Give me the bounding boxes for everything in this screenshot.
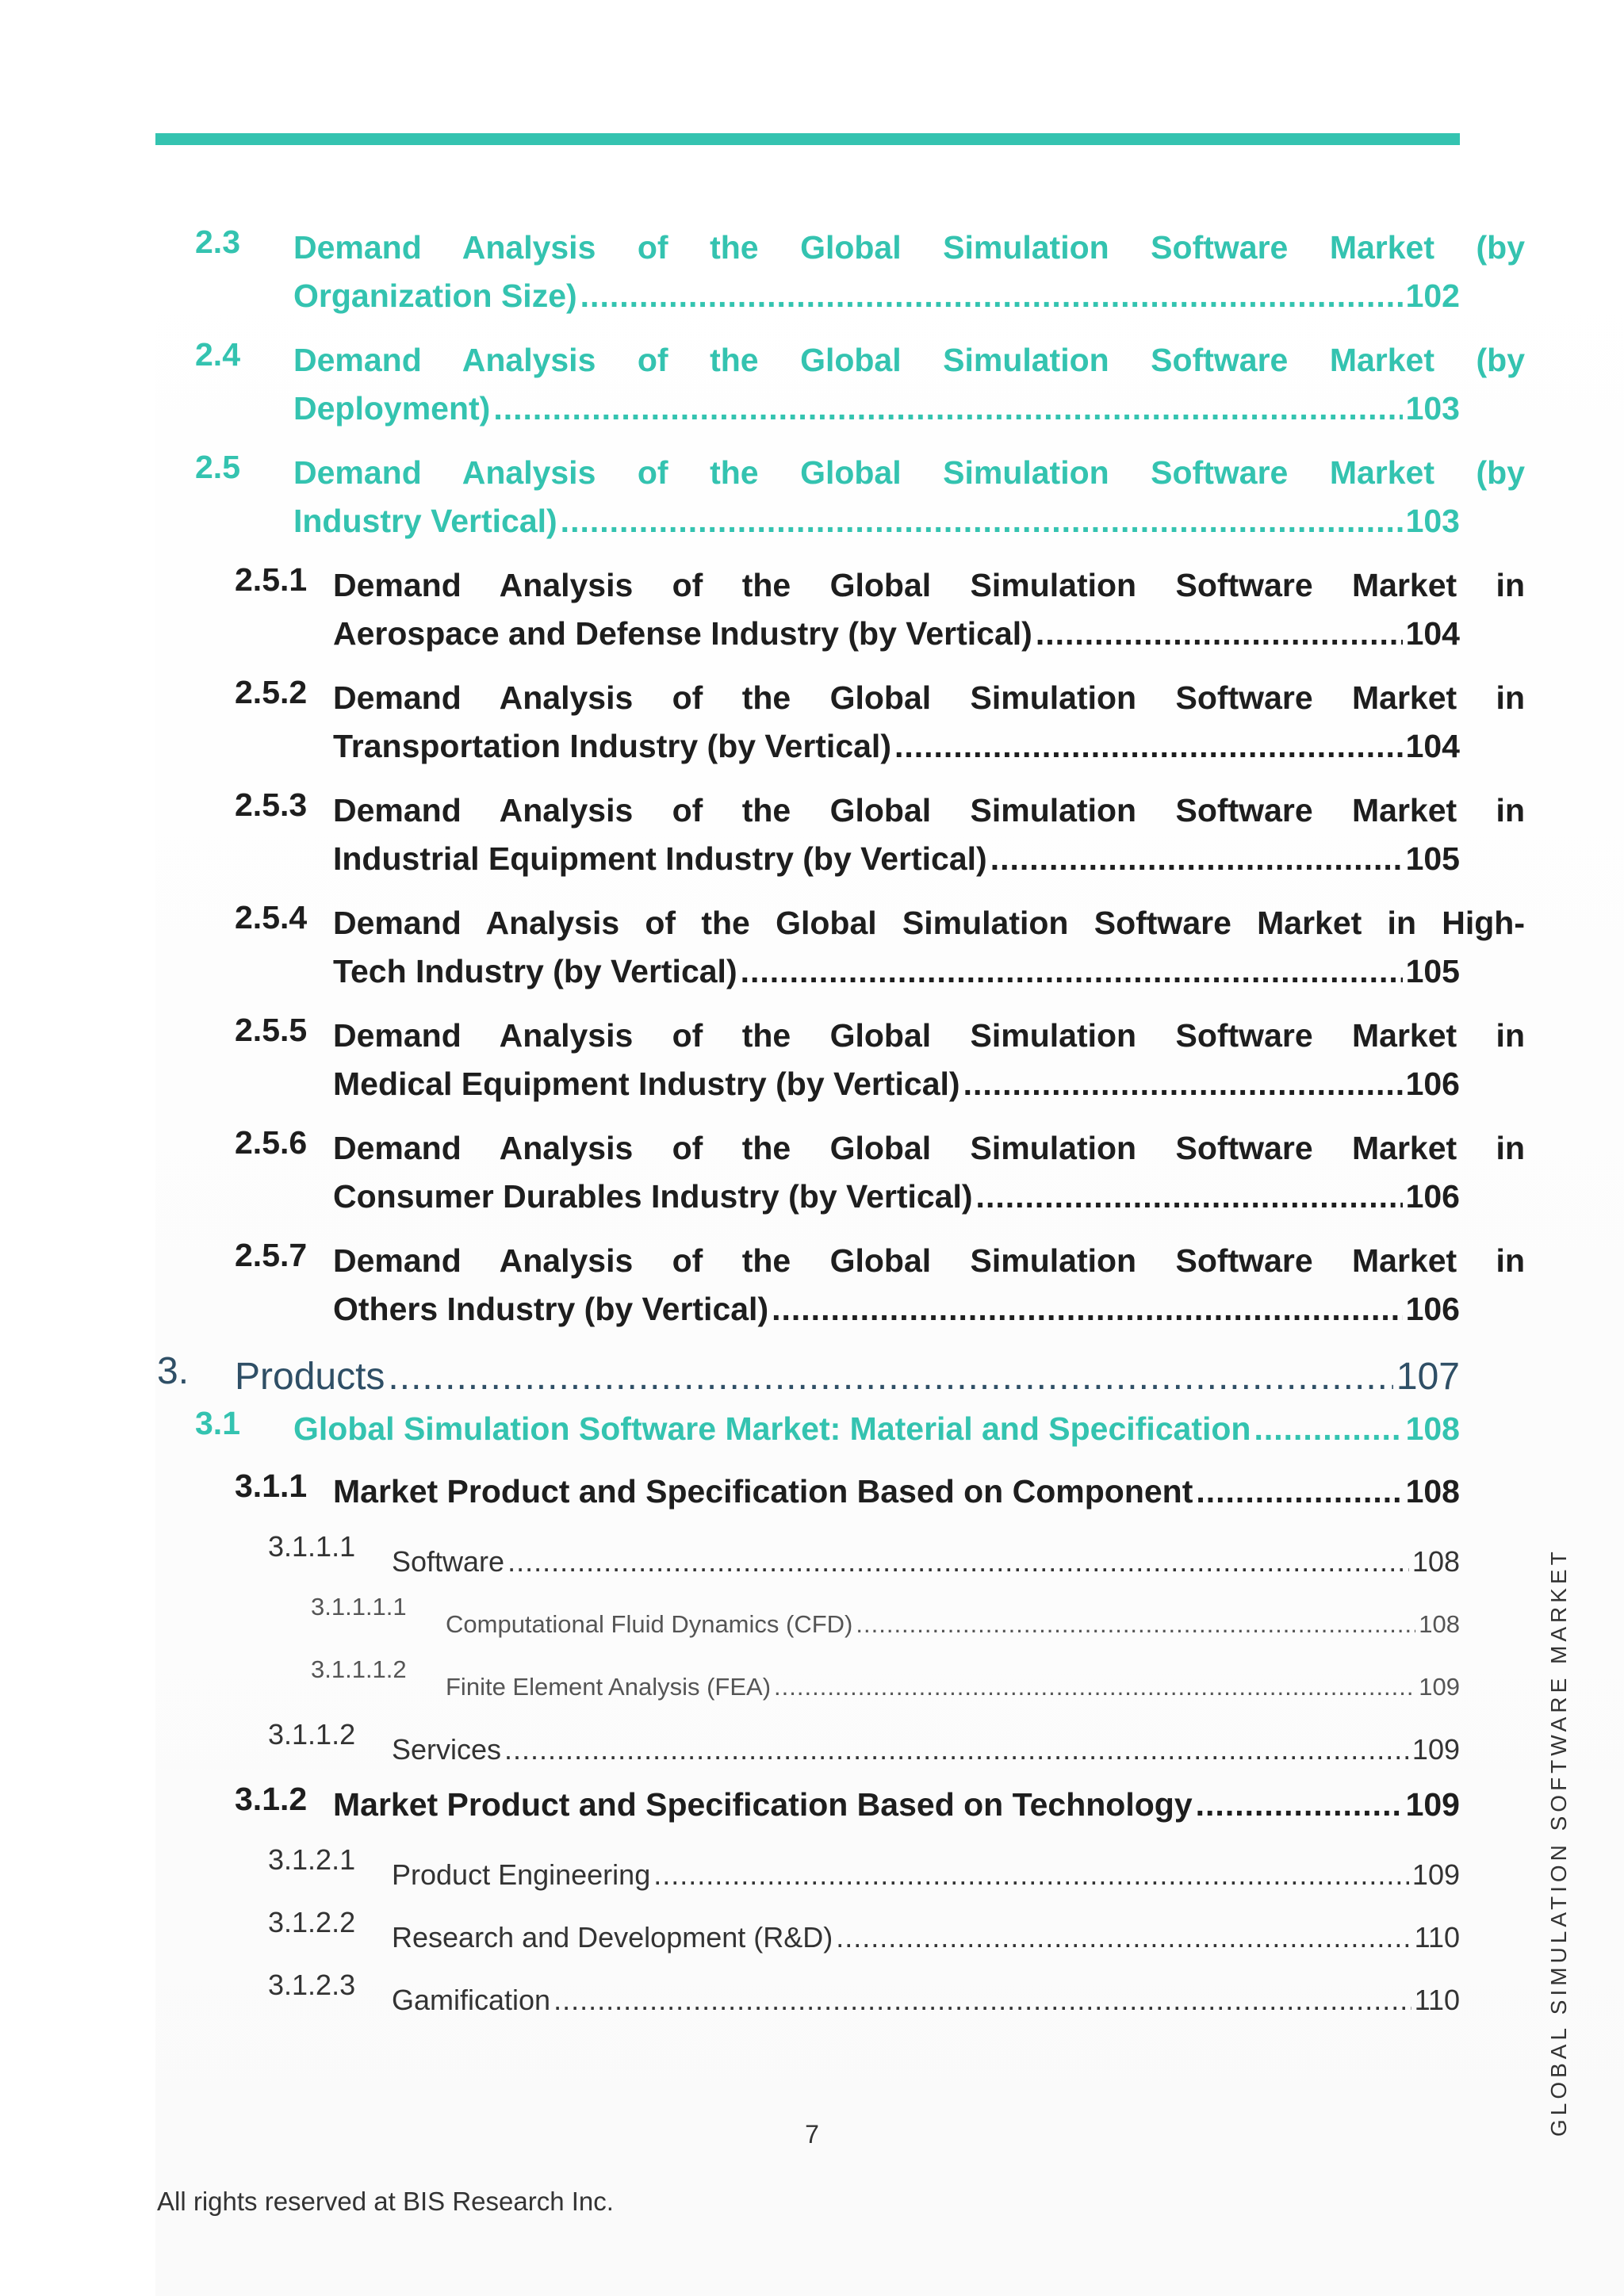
toc-entry-3-1-1-1-2[interactable] bbox=[155, 1655, 1460, 1718]
toc-entry-title: Market Product and Specification Based on Component bbox=[333, 1473, 1193, 1510]
toc-page-number: 109 bbox=[1411, 1858, 1460, 1891]
toc-entry-title: Software bbox=[392, 1545, 505, 1578]
toc-entry-3-1-1[interactable] bbox=[155, 1468, 1460, 1516]
toc-entry-number: 3.1.2.1 bbox=[268, 1843, 356, 1876]
toc-entry-number: 3.1.1.1.2 bbox=[311, 1655, 407, 1683]
toc-entry-title: Deployment) bbox=[293, 390, 491, 427]
toc-entry-title: Computational Fluid Dynamics (CFD) bbox=[446, 1610, 853, 1638]
dot-leader bbox=[836, 1906, 1411, 1969]
toc-entry-3-1-2[interactable] bbox=[155, 1781, 1460, 1829]
toc-page-number: 109 bbox=[1411, 1733, 1460, 1766]
toc-entry-2-5-3[interactable] bbox=[155, 786, 1525, 883]
toc-entry-title: Products bbox=[235, 1356, 385, 1398]
toc-entry-title-line: Demand Analysis of the Global Simulation Software Market in bbox=[333, 1242, 1525, 1279]
toc-entry-title-line: Demand Analysis of the Global Simulation Software Market (by bbox=[293, 229, 1525, 266]
toc-page-number: 109 bbox=[1419, 1673, 1460, 1701]
toc-entry-title: Industrial Equipment Industry (by Vertical) bbox=[333, 840, 987, 877]
dot-leader bbox=[990, 835, 1403, 883]
toc-page-number: 110 bbox=[1414, 1921, 1460, 1954]
toc-entry-3-1-2-1[interactable] bbox=[155, 1843, 1460, 1906]
toc-entry-title: Services bbox=[392, 1733, 502, 1766]
toc-entry-title-line: Demand Analysis of the Global Simulation Software Market in bbox=[333, 1017, 1525, 1054]
toc-entry-title-line: Demand Analysis of the Global Simulation Software Market in bbox=[333, 1130, 1525, 1166]
toc-page-number: 106 bbox=[1405, 1178, 1460, 1215]
dot-leader bbox=[774, 1655, 1415, 1718]
header-accent-bar bbox=[155, 133, 1460, 145]
toc-entry-number: 2.5 bbox=[195, 449, 240, 485]
toc-entry-title: Aerospace and Defense Industry (by Vertical) bbox=[333, 615, 1032, 652]
toc-page-number: 108 bbox=[1405, 1473, 1460, 1510]
toc-entry-title: Medical Equipment Industry (by Vertical) bbox=[333, 1066, 960, 1102]
toc-entry-2-4[interactable] bbox=[155, 336, 1525, 433]
dot-leader bbox=[1254, 1405, 1402, 1453]
dot-leader bbox=[772, 1285, 1402, 1334]
toc-page-number: 108 bbox=[1411, 1545, 1460, 1578]
toc-entry-number: 2.3 bbox=[195, 224, 240, 260]
toc-entry-title: Market Product and Specification Based on Technology bbox=[333, 1786, 1193, 1823]
dot-leader bbox=[1196, 1781, 1403, 1829]
toc-entry-title-line: Demand Analysis of the Global Simulation Software Market (by bbox=[293, 342, 1525, 378]
toc-entry-title: Transportation Industry (by Vertical) bbox=[333, 728, 891, 764]
toc-entry-title: Finite Element Analysis (FEA) bbox=[446, 1673, 772, 1701]
dot-leader bbox=[1036, 610, 1403, 658]
toc-page-number: 104 bbox=[1405, 615, 1460, 652]
toc-page-number: 105 bbox=[1405, 840, 1460, 877]
toc-page-number: 107 bbox=[1396, 1356, 1460, 1398]
toc-entry-2-5-2[interactable] bbox=[155, 674, 1525, 771]
toc-page-number: 102 bbox=[1405, 277, 1460, 314]
toc-page-number: 108 bbox=[1405, 1410, 1460, 1447]
toc-page-number: 105 bbox=[1405, 953, 1460, 989]
toc-entry-title: Consumer Durables Industry (by Vertical) bbox=[333, 1178, 973, 1215]
toc-entry-title: Others Industry (by Vertical) bbox=[333, 1291, 769, 1327]
dot-leader bbox=[388, 1349, 1392, 1405]
toc-page-number: 103 bbox=[1405, 390, 1460, 427]
toc-entry-2-5[interactable] bbox=[155, 449, 1525, 545]
dot-leader bbox=[553, 1969, 1411, 2031]
toc-entry-title: Organization Size) bbox=[293, 277, 577, 314]
toc-entry-number: 2.5.3 bbox=[235, 786, 308, 823]
toc-page-number: 106 bbox=[1405, 1291, 1460, 1327]
page-number: 7 bbox=[805, 2120, 819, 2149]
toc-entry-3-1-2-2[interactable] bbox=[155, 1906, 1460, 1969]
dot-leader bbox=[963, 1060, 1403, 1108]
toc-entry-2-5-4[interactable] bbox=[155, 899, 1525, 996]
toc-entry-title: Industry Vertical) bbox=[293, 503, 557, 539]
toc-entry-number: 2.5.5 bbox=[235, 1012, 308, 1048]
toc-entry-number: 3.1.2.2 bbox=[268, 1906, 356, 1938]
side-report-title: GLOBAL SIMULATION SOFTWARE MARKET bbox=[1546, 1548, 1571, 2137]
toc-entry-title-line: Demand Analysis of the Global Simulation Software Market in bbox=[333, 679, 1525, 716]
dot-leader bbox=[561, 497, 1403, 545]
toc-entry-2-5-7[interactable] bbox=[155, 1237, 1525, 1334]
toc-entry-number: 2.5.7 bbox=[235, 1237, 308, 1273]
toc-entry-3-1-1-1-1[interactable] bbox=[155, 1593, 1460, 1655]
toc-page-number: 104 bbox=[1405, 728, 1460, 764]
dot-leader bbox=[976, 1173, 1403, 1221]
toc-entry-number: 3.1.1.2 bbox=[268, 1718, 356, 1751]
toc-entry-number: 3.1.2.3 bbox=[268, 1969, 356, 2001]
toc-entry-title: Gamification bbox=[392, 1984, 551, 2016]
dot-leader bbox=[856, 1593, 1415, 1655]
toc-entry-number: 3.1.1.1.1 bbox=[311, 1593, 407, 1621]
toc-entry-title-line: Demand Analysis of the Global Simulation Software Market in bbox=[333, 792, 1525, 828]
toc-entry-number: 2.5.6 bbox=[235, 1124, 308, 1161]
toc-entry-title: Tech Industry (by Vertical) bbox=[333, 953, 737, 989]
toc-entry-number: 3.1.2 bbox=[235, 1781, 308, 1817]
toc-entry-number: 3. bbox=[157, 1350, 190, 1392]
toc-entry-2-5-5[interactable] bbox=[155, 1012, 1525, 1108]
toc-page-number: 106 bbox=[1405, 1066, 1460, 1102]
dot-leader bbox=[504, 1718, 1409, 1781]
toc-entry-title-line: Demand Analysis of the Global Simulation Software Market in High- bbox=[333, 905, 1525, 941]
toc-entry-2-3[interactable] bbox=[155, 224, 1525, 320]
toc-page-number: 108 bbox=[1419, 1610, 1460, 1638]
toc-entry-2-5-6[interactable] bbox=[155, 1124, 1525, 1221]
toc-page-number: 103 bbox=[1405, 503, 1460, 539]
table-of-contents bbox=[155, 224, 1525, 2031]
toc-entry-3-1-1-2[interactable] bbox=[155, 1718, 1460, 1781]
toc-entry-2-5-1[interactable] bbox=[155, 561, 1525, 658]
toc-page-number: 110 bbox=[1414, 1984, 1460, 2016]
toc-entry-number: 3.1.1 bbox=[235, 1468, 308, 1504]
toc-entry-number: 2.5.1 bbox=[235, 561, 308, 598]
toc-entry-3-1-1-1[interactable] bbox=[155, 1530, 1460, 1593]
copyright-footer: All rights reserved at BIS Research Inc. bbox=[157, 2187, 614, 2216]
dot-leader bbox=[741, 947, 1403, 996]
toc-entry-number: 2.5.2 bbox=[235, 674, 308, 710]
toc-entry-number: 2.4 bbox=[195, 336, 240, 373]
toc-entry-number: 3.1 bbox=[195, 1405, 240, 1441]
toc-entry-3-1[interactable] bbox=[155, 1405, 1460, 1453]
toc-entry-title-line: Demand Analysis of the Global Simulation Software Market (by bbox=[293, 454, 1525, 491]
toc-entry-3-1-2-3[interactable] bbox=[155, 1969, 1460, 2031]
dot-leader bbox=[653, 1843, 1409, 1906]
dot-leader bbox=[493, 385, 1402, 433]
toc-entry-title: Global Simulation Software Market: Material and Specification bbox=[293, 1410, 1251, 1447]
toc-entry-3[interactable] bbox=[155, 1349, 1460, 1405]
toc-entry-title: Product Engineering bbox=[392, 1858, 651, 1891]
toc-page-number: 109 bbox=[1405, 1786, 1460, 1823]
toc-entry-title-line: Demand Analysis of the Global Simulation Software Market in bbox=[333, 567, 1525, 603]
toc-entry-title: Research and Development (R&D) bbox=[392, 1921, 833, 1954]
toc-entry-number: 3.1.1.1 bbox=[268, 1530, 356, 1563]
dot-leader bbox=[894, 722, 1403, 771]
dot-leader bbox=[508, 1530, 1409, 1593]
toc-entry-number: 2.5.4 bbox=[235, 899, 308, 936]
dot-leader bbox=[580, 272, 1403, 320]
dot-leader bbox=[1196, 1468, 1402, 1516]
